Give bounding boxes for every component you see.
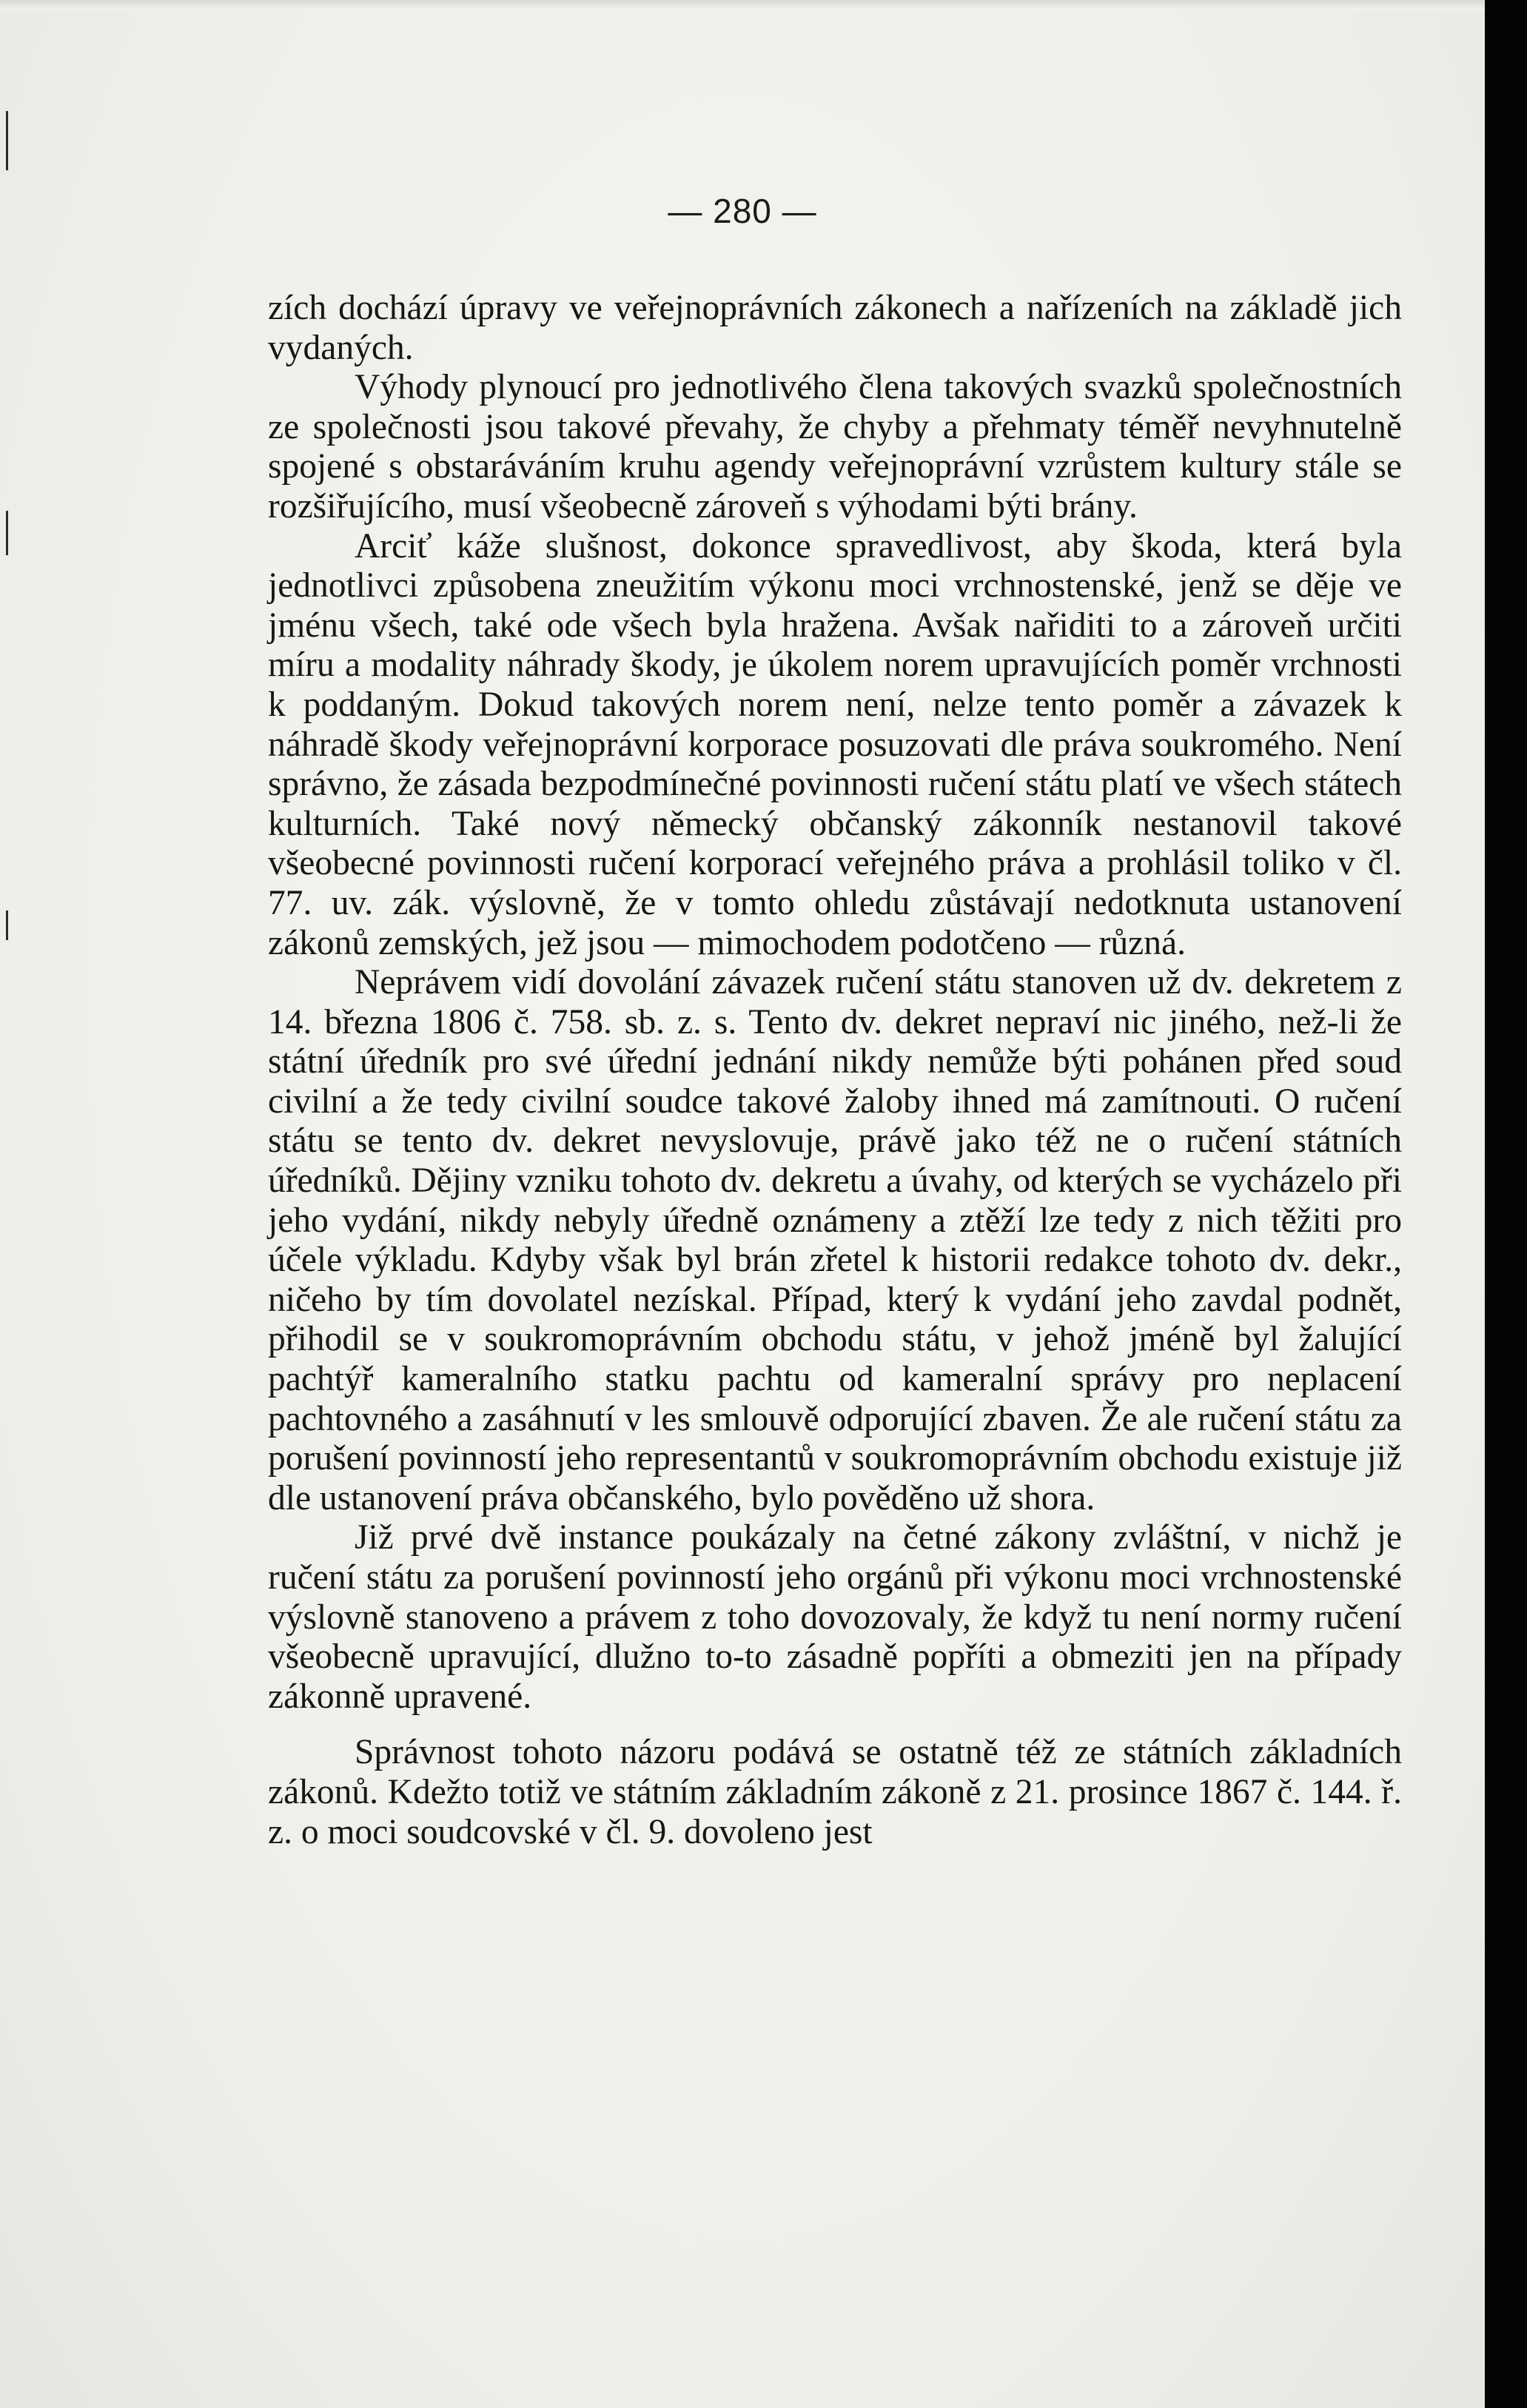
paragraph: Výhody plynoucí pro jednotlivého člena takových svazků společnostních ze společnosti jsou takové převahy, že chyby a přehmaty téměř nevyhnutelně spojené s obstaráváním kruhu agendy veřejnoprávní vzrůstem kultury stále se rozšiřujícího, musí všeobecně zároveň s výhodami býti brány. xyxy=(268,368,1402,526)
margin-mark xyxy=(6,511,8,555)
scan-border xyxy=(1485,0,1527,2408)
page-number: — 280 — xyxy=(668,192,817,230)
paragraph: Správnost tohoto názoru podává se ostatně též ze státních základních zákonů. Kdežto totiž ve státním základním zákoně z 21. prosince 1867 č. 144. ř. z. o moci soudcovské v čl. 9. dovoleno jest xyxy=(268,1733,1402,1851)
margin-mark xyxy=(6,910,8,940)
body-text xyxy=(268,289,1402,1852)
paragraph: Již prvé dvě instance poukázaly na četné zákony zvláštní, v nichž je ručení státu za porušení povinností jeho orgánů při výkonu moci vrchnostenské výslovně stanoveno a právem z toho dovozovaly, že když tu není normy ručení všeobecně upravující, dlužno to-to zásadně popříti a obmeziti jen na případy zákonně upravené. xyxy=(268,1518,1402,1716)
paragraph: zích dochází úpravy ve veřejnoprávních zákonech a nařízeních na základě jich vydaných. xyxy=(268,289,1402,367)
page-top-edge xyxy=(0,0,1485,10)
paragraph: Neprávem vidí dovolání závazek ručení státu stanoven už dv. dekretem z 14. března 1806 č. 758. sb. z. s. Tento dv. dekret nepraví nic jiného, než-li že státní úředník pro své úřední jednání nikdy nemůže býti pohánen před soud civilní a že tedy civilní soudce takové žaloby ihned má zamítnouti. O ručení státu se tento dv. dekret nevyslovuje, právě jako též ne o ručení státních úředníků. Dějiny vzniku tohoto dv. dekretu a úvahy, od kterých se vycházelo při jeho vydání, nikdy nebyly úředně oznámeny a ztěží lze tedy z nich těžiti pro účele výkladu. Kdyby však byl brán zřetel k historii redakce tohoto dv. dekr., ničeho by tím dovolatel nezískal. Případ, který k vydání jeho zavdal podnět, přihodil se v soukromoprávním obchodu státu, v jehož jméně byl žalující pachtýř kameralního statku pachtu od kameralní správy pro neplacení pachtovného a zasáhnutí v les smlouvě odporující zbaven. Že ale ručení státu za porušení povinností jeho representantů v soukromoprávním obchodu existuje již dle ustanovení práva občanského, bylo pověděno už shora. xyxy=(268,963,1402,1517)
paragraph: Arciť káže slušnost, dokonce spravedlivost, aby škoda, která byla jednotlivci způsobena zneužitím výkonu moci vrchnostenské, jenž se děje ve jménu všech, také ode všech byla hražena. Avšak nařiditi to a zároveň určiti míru a modality náhrady škody, je úkolem norem upravujících poměr vrchnosti k poddaným. Dokud takových norem není, nelze tento poměr a závazek k náhradě škody veřejnoprávní korporace posuzovati dle práva soukromého. Není správno, že zásada bezpodmínečné povinnosti ručení státu platí ve všech státech kulturních. Také nový německý občanský zákonník nestanovil takové všeobecné povinnosti ručení korporací veřejného práva a prohlásil toliko v čl. 77. uv. zák. výslovně, že v tomto ohledu zůstávají nedotknuta ustanovení zákonů zemských, jež jsou — mimochodem podotčeno — různá. xyxy=(268,526,1402,962)
margin-mark xyxy=(6,111,8,170)
